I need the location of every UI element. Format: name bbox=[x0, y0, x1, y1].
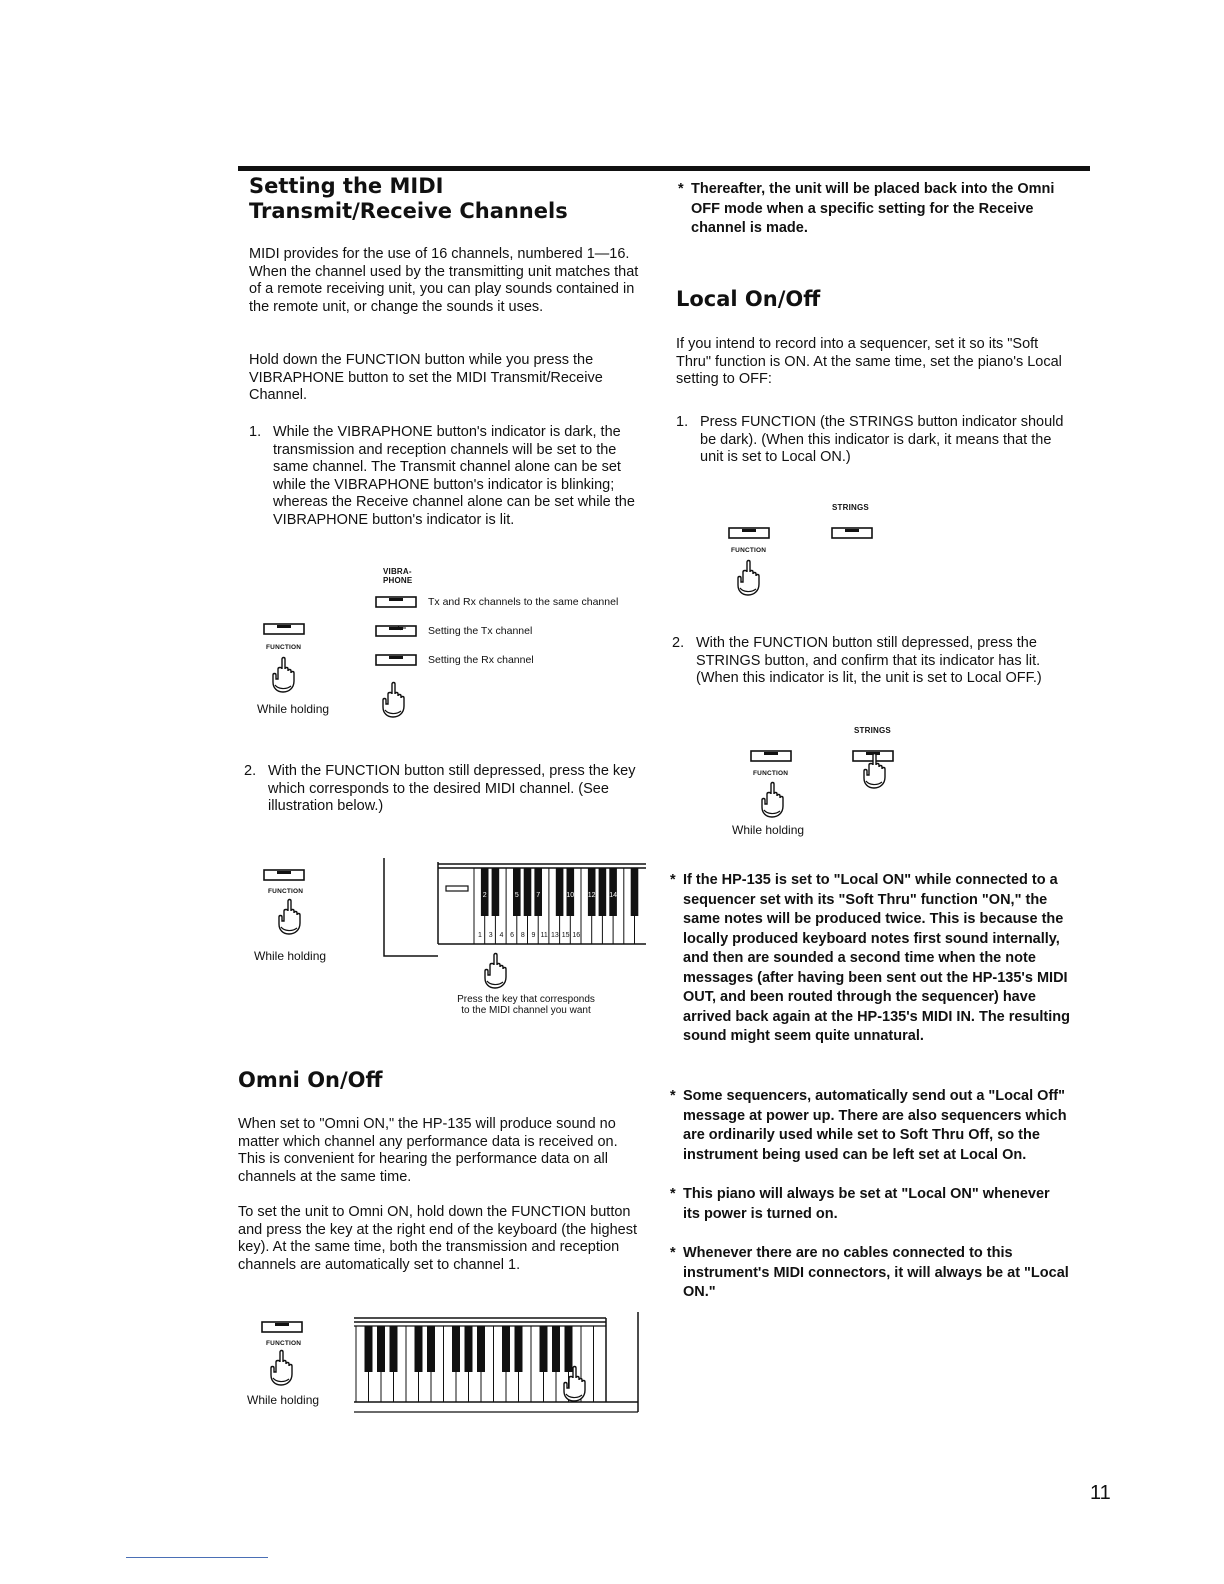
function-label: FUNCTION bbox=[731, 547, 767, 554]
white-key-number: 8 bbox=[520, 932, 525, 939]
keyboard-highest-key-diagram bbox=[354, 1312, 644, 1422]
note-no-cables bbox=[670, 1244, 1070, 1303]
midi-intro-paragraph: MIDI provides for the use of 16 channels, numbered 1—16. When the channel used by the transmitting unit matches that of a remote receiving unit, you can play sounds contained in the remote unit, or change the sounds it uses. bbox=[249, 246, 639, 315]
pressing-hand-icon bbox=[484, 953, 508, 989]
black-key bbox=[365, 1326, 373, 1372]
keyboard-caption bbox=[445, 994, 607, 1016]
left-step-2 bbox=[244, 763, 654, 816]
white-key-number: 15 bbox=[561, 932, 570, 939]
black-key bbox=[540, 1326, 548, 1372]
note-text: Thereafter, the unit will be placed back into the Omni OFF mode when a specific setting for the Receive channel is made. bbox=[691, 181, 1055, 236]
black-key bbox=[492, 868, 500, 916]
function-label: FUNCTION bbox=[753, 770, 789, 777]
left-step-1 bbox=[249, 424, 654, 529]
function-button bbox=[729, 528, 773, 542]
step-number: 1. bbox=[676, 414, 689, 430]
white-key-number: 1 bbox=[478, 932, 482, 939]
step-text: With the FUNCTION button still depressed, press the STRINGS button, and confirm that its indicator has lit. (When this indicator is lit, the unit is set to Local OFF.) bbox=[696, 635, 1042, 686]
white-key-number: 6 bbox=[510, 932, 515, 939]
pressing-hand-icon bbox=[761, 782, 785, 818]
black-key bbox=[415, 1326, 423, 1372]
vibraphone-button-dark bbox=[376, 597, 420, 611]
step-text: While the VIBRAPHONE button's indicator is dark, the transmission and reception channels will be set to the same channel. The Transmit channel alone can be set while the VIBRAPHONE button's indicator is blinking; whereas the Receive channel alone can be set while the VIBRAPHONE button's indicator is lit. bbox=[273, 424, 635, 528]
black-key bbox=[502, 1326, 510, 1372]
black-key bbox=[631, 868, 639, 916]
strings-label: STRINGS bbox=[832, 503, 869, 512]
bullet-star: * bbox=[670, 1245, 676, 1261]
black-key-number: 14 bbox=[609, 892, 617, 899]
while-holding-label: While holding bbox=[732, 823, 805, 837]
function-button bbox=[264, 870, 308, 884]
bullet-star: * bbox=[678, 181, 684, 197]
note-local-on-sequencer bbox=[670, 871, 1070, 1047]
top-rule bbox=[238, 166, 1090, 171]
hold-function-paragraph: Hold down the FUNCTION button while you press the VIBRAPHONE button to set the MIDI Transmit/Receive Channel. bbox=[249, 352, 603, 403]
black-key-number: 10 bbox=[566, 892, 575, 899]
caption-rx-channel: Setting the Rx channel bbox=[428, 654, 534, 666]
vibraphone-button-lit bbox=[376, 655, 420, 669]
function-label: FUNCTION bbox=[266, 1340, 302, 1347]
pressing-hand-icon bbox=[272, 657, 296, 693]
keyboard-caption-line: to the MIDI channel you want bbox=[461, 1005, 591, 1016]
black-key bbox=[477, 1326, 485, 1372]
black-key bbox=[452, 1326, 460, 1372]
while-holding-label: While holding bbox=[247, 1393, 320, 1407]
white-key-number: 4 bbox=[499, 932, 504, 939]
vibraphone-button-blinking bbox=[376, 626, 420, 640]
function-label: FUNCTION bbox=[266, 644, 302, 651]
function-button bbox=[262, 1322, 306, 1336]
pressing-hand-icon bbox=[278, 899, 302, 935]
right-step-1 bbox=[676, 414, 1076, 467]
black-key bbox=[377, 1326, 385, 1372]
function-button bbox=[264, 624, 308, 638]
black-key bbox=[427, 1326, 435, 1372]
vibraphone-label: VIBRA-PHONE bbox=[383, 567, 413, 585]
caption-same-channel: Tx and Rx channels to the same channel bbox=[428, 596, 619, 608]
black-key-number: 12 bbox=[587, 892, 596, 899]
white-key-number: 11 bbox=[540, 932, 548, 939]
keyboard-channel-diagram bbox=[384, 858, 654, 958]
while-holding-label: While holding bbox=[254, 949, 327, 963]
local-intro-paragraph: If you intend to record into a sequencer, set it so its "Soft Thru" function is ON. At the same time, set the piano's Local setting to OFF: bbox=[676, 336, 1062, 387]
right-step-2 bbox=[672, 635, 1077, 688]
note-power-on bbox=[670, 1185, 1070, 1224]
pressing-hand-icon bbox=[270, 1350, 294, 1386]
black-key bbox=[599, 868, 607, 916]
pressing-hand-icon bbox=[563, 1366, 587, 1402]
omni-paragraph-2: To set the unit to Omni ON, hold down the FUNCTION button and press the key at the right end of the keyboard (the highest key). At the same time, both the transmission and reception channels are automatically set to channel 1. bbox=[238, 1204, 638, 1273]
black-key bbox=[524, 868, 532, 916]
note-text: If the HP-135 is set to "Local ON" while connected to a sequencer set with its "Soft Thru" function "ON," the same notes will be produced twice. This is because the locally produced keyboard notes first sound internally, and then are sounded a second time when the note messages (after having been sent out the HP-135's MIDI OUT, and been routed through the sequencer) have arrived back again at the HP-135's MIDI IN. The resulting sound might seem quite unnatural. bbox=[683, 872, 1071, 1044]
step-number: 2. bbox=[244, 763, 257, 779]
section-title-omni: Omni On/Off bbox=[238, 1068, 383, 1092]
white-key-number: 3 bbox=[488, 932, 493, 939]
section-title-local: Local On/Off bbox=[676, 287, 821, 311]
caption-tx-channel: Setting the Tx channel bbox=[428, 625, 533, 637]
black-key bbox=[390, 1326, 398, 1372]
bullet-star: * bbox=[670, 1186, 676, 1202]
function-label: FUNCTION bbox=[268, 888, 304, 895]
white-key-number: 9 bbox=[531, 932, 536, 939]
note-thereafter bbox=[678, 180, 1078, 239]
strings-label: STRINGS bbox=[854, 726, 891, 735]
keyboard-caption-line: Press the key that corresponds bbox=[457, 994, 595, 1005]
white-key-number: 16 bbox=[572, 932, 581, 939]
white-key-number: 13 bbox=[550, 932, 559, 939]
note-text: Whenever there are no cables connected to this instrument's MIDI connectors, it will always be at "Local ON." bbox=[683, 1245, 1069, 1300]
bullet-star: * bbox=[670, 1088, 676, 1104]
black-key-number: 7 bbox=[536, 892, 541, 899]
black-key bbox=[515, 1326, 523, 1372]
pressing-hand-icon bbox=[382, 682, 406, 718]
footer-line bbox=[126, 1557, 268, 1558]
while-holding-label: While holding bbox=[257, 702, 330, 716]
pressing-hand-icon bbox=[737, 560, 761, 596]
omni-paragraph-1: When set to "Omni ON," the HP-135 will produce sound no matter which channel any performance data is received on. This is convenient for hearing the performance data on all channels at the same time. bbox=[238, 1116, 618, 1185]
strings-button-dark bbox=[832, 528, 876, 542]
black-key bbox=[465, 1326, 473, 1372]
step-text: With the FUNCTION button still depressed, press the key which corresponds to the desired MIDI channel. (See illustration below.) bbox=[268, 763, 636, 814]
pressing-hand-icon bbox=[863, 753, 887, 789]
step-number: 2. bbox=[672, 635, 685, 651]
function-button bbox=[751, 751, 795, 765]
black-key bbox=[552, 1326, 560, 1372]
bullet-star: * bbox=[670, 872, 676, 888]
step-number: 1. bbox=[249, 424, 262, 440]
step-text: Press FUNCTION (the STRINGS button indicator should be dark). (When this indicator is dark, it means that the unit is set to Local ON.) bbox=[700, 414, 1064, 465]
black-key bbox=[556, 868, 564, 916]
note-text: Some sequencers, automatically send out a "Local Off" message at power up. There are also sequencers which are ordinarily used while set to Soft Thru Off, so the instrument being used can be left set at Local On. bbox=[683, 1088, 1067, 1163]
black-key-number: 5 bbox=[514, 892, 519, 899]
black-key-number: 2 bbox=[482, 892, 487, 899]
page-number: 11 bbox=[1090, 1482, 1111, 1504]
note-text: This piano will always be set at "Local ON" whenever its power is turned on. bbox=[683, 1186, 1050, 1222]
section-title-midi-channels: Setting the MIDI Transmit/Receive Channels bbox=[249, 174, 568, 223]
note-local-off-message bbox=[670, 1087, 1070, 1165]
